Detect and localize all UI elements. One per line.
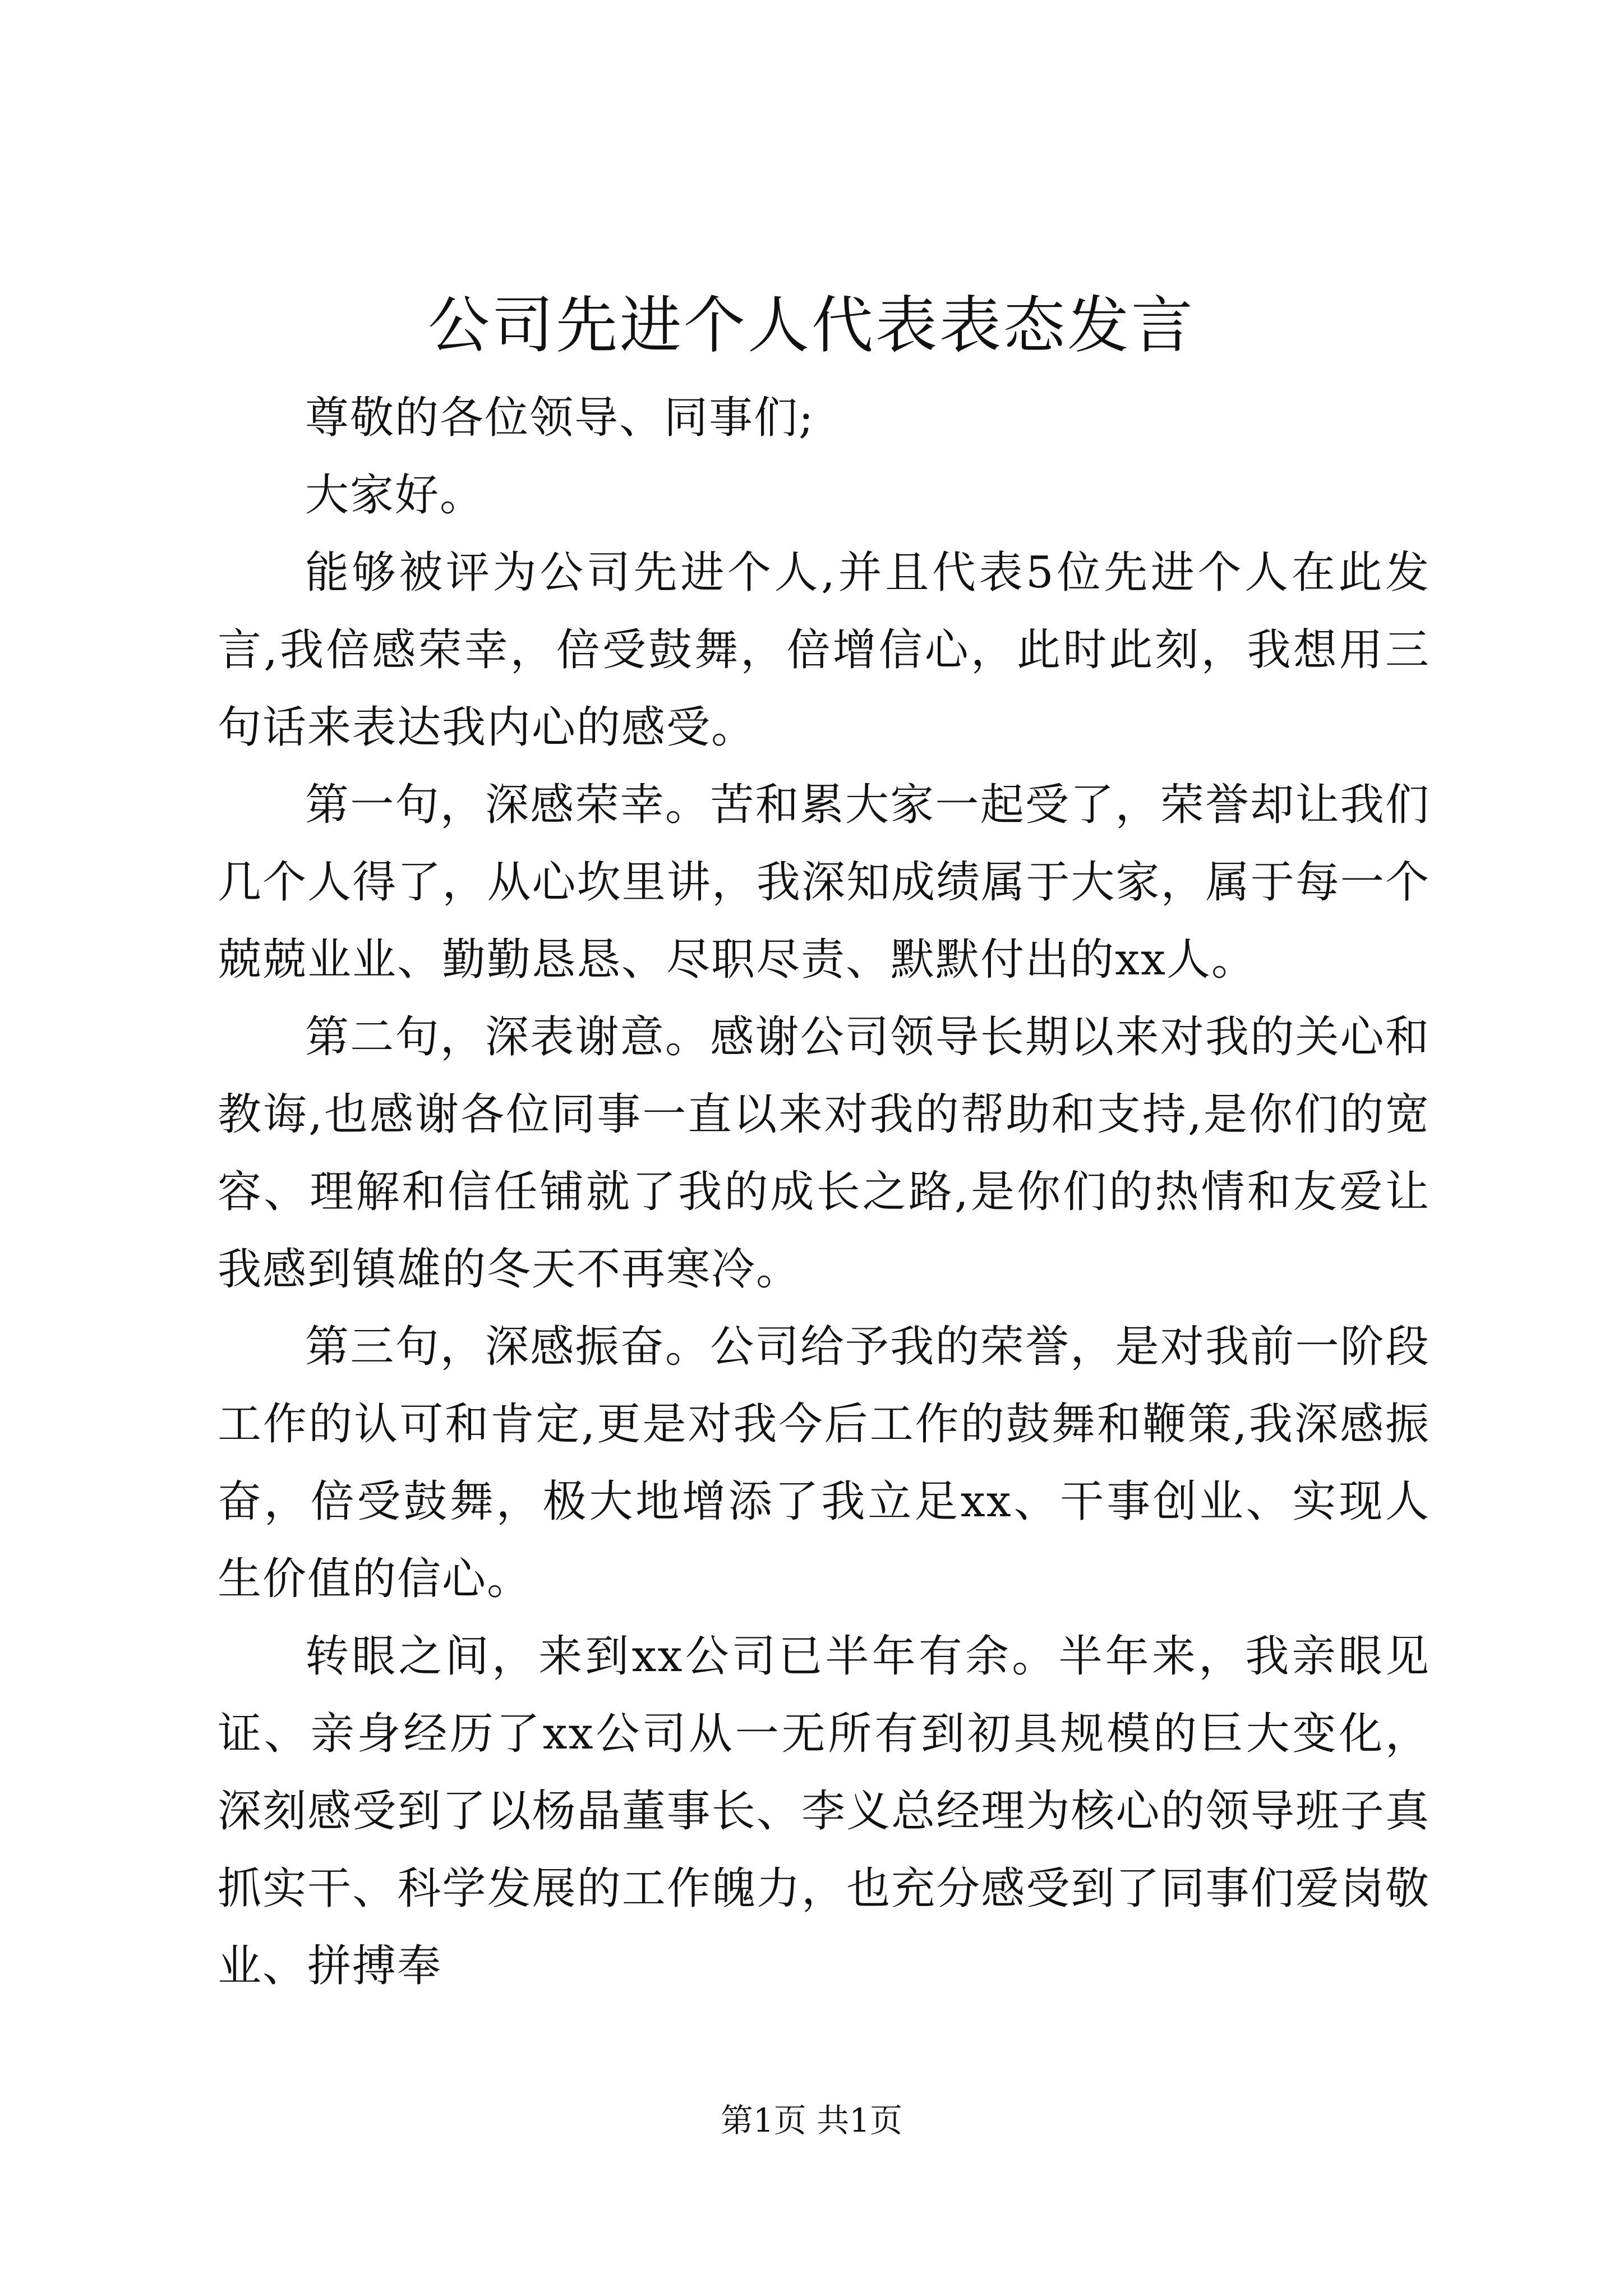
- body-paragraph: 能够被评为公司先进个人,并且代表5位先进个人在此发言,我倍感荣幸，倍受鼓舞，倍增信心，此时此刻，我想用三句话来表达我内心的感受。: [218, 547, 1430, 753]
- greeting: 大家好。: [305, 470, 485, 521]
- document-body: [218, 379, 1430, 2005]
- body-paragraph: 第三句，深感振奋。公司给予我的荣誉，是对我前一阶段工作的认可和肯定,更是对我今后工作的鼓舞和鞭策,我深感振奋，倍受鼓舞，极大地增添了我立足xx、干事创业、实现人生价值的信心。: [218, 1322, 1430, 1604]
- body-paragraph: 转眼之间，来到xx公司已半年有余。半年来，我亲眼见证、亲身经历了xx公司从一无所有到初具规模的巨大变化，深刻感受到了以杨晶董事长、李义总经理为核心的领导班子真抓实干、科学发展的工作魄力，也充分感受到了同事们爱岗敬业、拼搏奉: [218, 1631, 1430, 1991]
- body-paragraph: 第一句，深感荣幸。苦和累大家一起受了，荣誉却让我们几个人得了，从心坎里讲，我深知成绩属于大家，属于每一个兢兢业业、勤勤恳恳、尽职尽责、默默付出的xx人。: [218, 780, 1430, 985]
- body-paragraph: 第二句，深表谢意。感谢公司领导长期以来对我的关心和教诲,也感谢各位同事一直以来对我的帮助和支持,是你们的宽容、理解和信任铺就了我的成长之路,是你们的热情和友爱让我感到镇雄的冬天不再寒冷。: [218, 1012, 1430, 1295]
- document-title: 公司先进个人代表表态发言: [428, 289, 1195, 361]
- page-number-footer: 第1页 共1页: [720, 2101, 903, 2139]
- salutation: 尊敬的各位领导、同事们;: [305, 393, 815, 443]
